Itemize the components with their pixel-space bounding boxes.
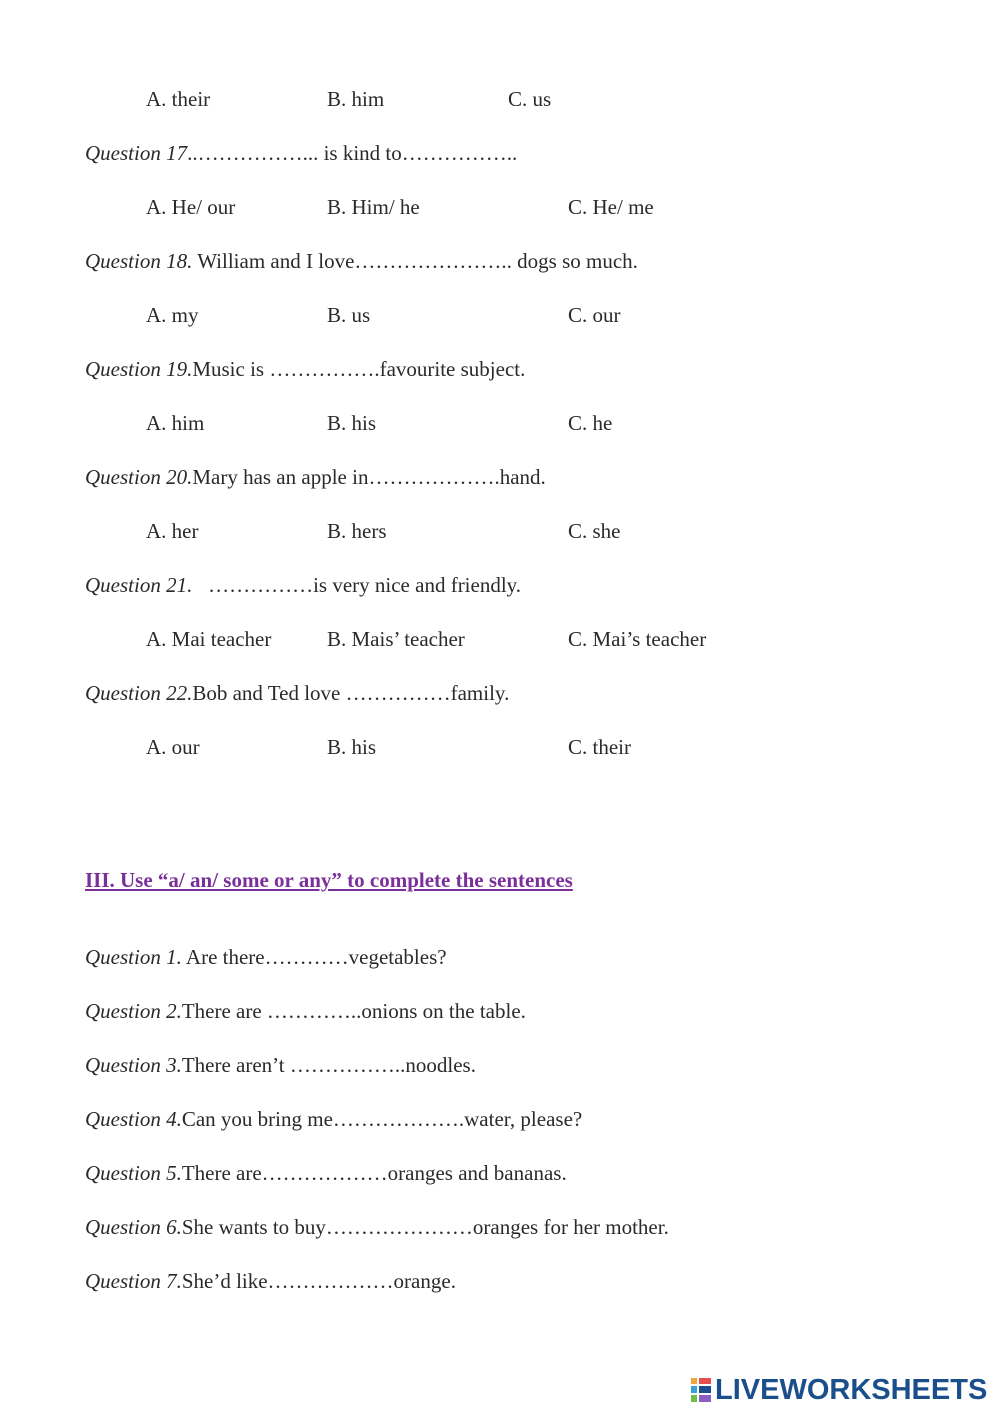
option-a: A. He/ our — [146, 195, 236, 219]
option-a: A. her — [146, 519, 199, 543]
option-b: B. Him/ he — [327, 195, 420, 219]
question-text: ..……………... is kind to…………….. — [187, 141, 518, 165]
question-text: William and I love………………….. dogs so much. — [192, 249, 638, 273]
liveworksheets-logo — [690, 1374, 987, 1406]
question-text: Music is …………….favourite subject. — [192, 357, 526, 381]
question-text: There are …………..onions on the table. — [181, 999, 526, 1023]
exercise-question — [85, 1215, 669, 1239]
option-c: C. He/ me — [568, 195, 654, 219]
option-b: B. hers — [327, 519, 387, 543]
question-19 — [85, 357, 525, 381]
option-c: C. he — [568, 411, 613, 435]
question-text: Mary has an apple in……………….hand. — [192, 465, 546, 489]
question-label: Question 2. — [85, 999, 182, 1023]
question-17 — [85, 141, 517, 165]
question-label: Question 22. — [85, 681, 193, 705]
question-label: Question 20. — [85, 465, 193, 489]
question-text: ……………is very nice and friendly. — [192, 573, 522, 597]
option-a: A. Mai teacher — [146, 627, 272, 651]
option-b: B. him — [327, 87, 385, 111]
question-text: There are………………oranges and bananas. — [181, 1161, 567, 1185]
question-text: She’d like………………orange. — [181, 1269, 456, 1293]
question-18 — [85, 249, 638, 273]
question-22 — [85, 681, 509, 705]
question-label: Question 17 — [85, 141, 188, 165]
exercise-question — [85, 1053, 476, 1077]
question-label: Question 21. — [85, 573, 193, 597]
question-label: Question 19. — [85, 357, 193, 381]
option-b: B. Mais’ teacher — [327, 627, 465, 651]
question-label: Question 7. — [85, 1269, 182, 1293]
logo-wordmark: LIVEWORKSHEETS — [715, 1373, 988, 1406]
option-b: B. his — [327, 411, 377, 435]
question-label: Question 6. — [85, 1215, 182, 1239]
option-c: C. their — [568, 735, 631, 759]
option-b: B. his — [327, 735, 377, 759]
option-a: A. him — [146, 411, 205, 435]
option-b: B. us — [327, 303, 371, 327]
question-label: Question 3. — [85, 1053, 182, 1077]
question-text: Can you bring me……………….water, please? — [181, 1107, 583, 1131]
option-c: C. she — [568, 519, 621, 543]
question-21 — [85, 573, 521, 597]
option-a: A. our — [146, 735, 200, 759]
exercise-question — [85, 945, 447, 969]
question-text: There aren’t ……………..noodles. — [181, 1053, 476, 1077]
question-text: She wants to buy…………………oranges for her mother. — [181, 1215, 669, 1239]
exercise-question — [85, 1107, 582, 1131]
question-text: Are there…………vegetables? — [181, 945, 447, 969]
question-text: Bob and Ted love ……………family. — [192, 681, 510, 705]
exercise-question — [85, 999, 526, 1023]
option-a: A. their — [146, 87, 211, 111]
question-label: Question 18. — [85, 249, 193, 273]
exercise-question — [85, 1161, 567, 1185]
question-20 — [85, 465, 546, 489]
option-c: C. our — [568, 303, 621, 327]
section-heading: III. Use “a/ an/ some or any” to complete the sentences — [85, 868, 573, 892]
question-label: Question 4. — [85, 1107, 182, 1131]
option-c: C. Mai’s teacher — [568, 627, 707, 651]
option-a: A. my — [146, 303, 199, 327]
liveworksheets-logo-icon — [690, 1376, 712, 1404]
exercise-question — [85, 1269, 456, 1293]
question-label: Question 5. — [85, 1161, 182, 1185]
option-c: C. us — [508, 87, 552, 111]
question-label: Question 1. — [85, 945, 182, 969]
